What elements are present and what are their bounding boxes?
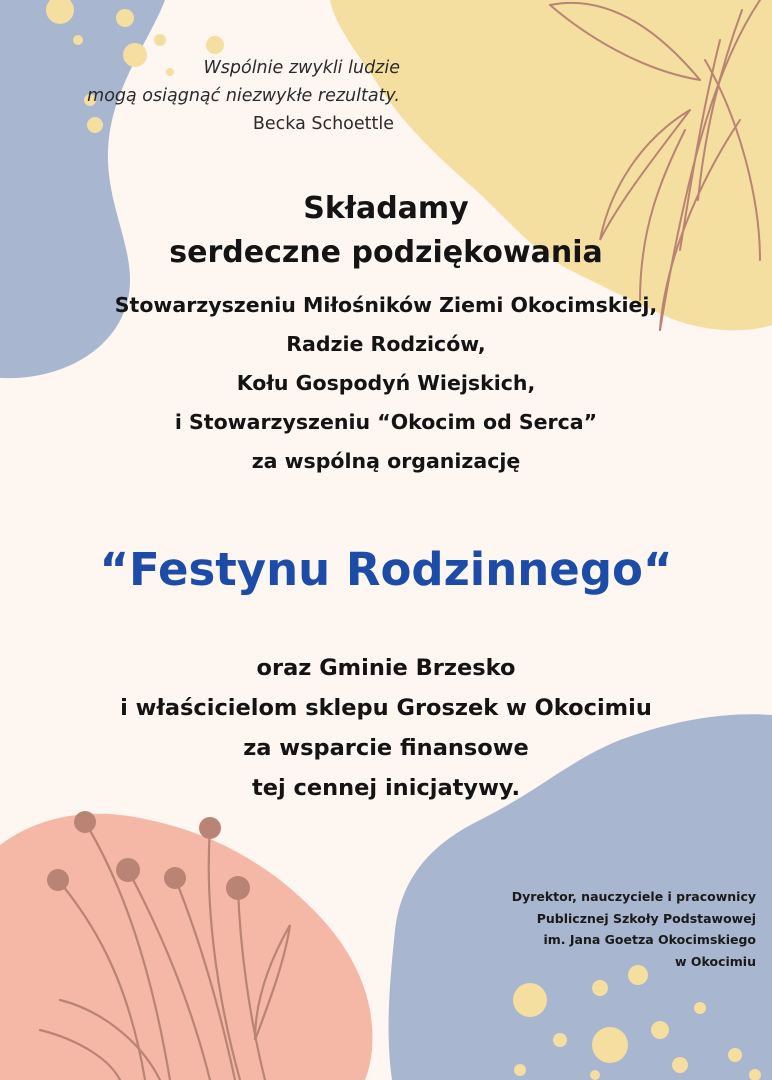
sponsors-block — [0, 648, 772, 808]
quote-author: Becka Schoettle — [252, 114, 394, 134]
thanks-line: Radzie Rodziców, — [286, 332, 486, 356]
quote-line: mogą osiągnąć niezwykłe rezultaty. — [87, 86, 400, 106]
sponsor-line: za wsparcie finansowe — [243, 735, 529, 761]
thanks-line: Kołu Gospodyń Wiejskich, — [236, 371, 536, 395]
signature-block — [426, 886, 756, 972]
signature-line: Publicznej Szkoły Podstawowej — [536, 910, 756, 926]
signature-line: Dyrektor, nauczyciele i pracownicy — [511, 889, 756, 904]
thanks-line: za wspólną organizację — [251, 449, 521, 473]
thanks-list — [0, 286, 772, 481]
thanks-line: Stowarzyszeniu Miłośników Ziemi Okocimskiej, — [114, 293, 658, 317]
sponsor-line: tej cennej inicjatywy. — [251, 775, 521, 801]
heading-block — [0, 187, 772, 275]
heading-line: Składamy — [303, 191, 469, 226]
pink-blob — [0, 814, 372, 1080]
yellow-blob — [330, 0, 772, 330]
quote-line: Wspólnie zwykli ludzie — [203, 58, 400, 78]
sponsor-line: i właścicielom sklepu Groszek w Okocimiu — [120, 695, 652, 721]
signature-line: w Okocimiu — [675, 953, 756, 969]
signature-line: im. Jana Goetza Okocimskiego — [543, 932, 756, 947]
sponsor-line: oraz Gminie Brzesko — [256, 655, 516, 681]
event-title: “Festynu Rodzinnego“ — [99, 543, 673, 596]
thanks-line: i Stowarzyszeniu “Okocim od Serca” — [174, 410, 598, 434]
heading-line: serdeczne podziękowania — [169, 235, 603, 270]
quote-block — [0, 54, 400, 138]
